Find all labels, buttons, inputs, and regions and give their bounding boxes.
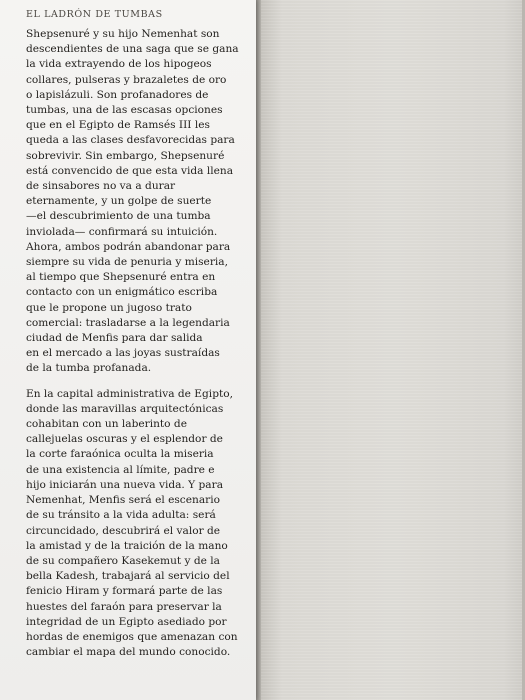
- book-pages: [261, 0, 525, 700]
- synopsis-paragraph-1: Shepsenuré y su hijo Nemenhat son descendientes de una saga que se gana la vida extrayendo de los hipogeos collares, pulseras y brazaletes de oro o lapislázuli. Son profanadores de tumbas, una de las escasas opciones que en el Egipto de Ramsés III les queda a las clases desfavorecidas para sobrevivir. Sin embargo, Shepsenuré está convencido de que esta vida llena de sinsabores no va a durar eternamente, y un golpe de suerte —el descubrimiento de una tumba inviolada— confirmará su intuición. Ahora, ambos podrán abandonar para siempre su vida de penuria y miseria, al tiempo que Shepsenuré entra en contacto con un enigmático escriba que le propone un jugoso trato comercial: trasladarse a la legendaria ciudad de Menfis para dar salida en el mercado a las joyas sustraídas de la tumba profanada.: [26, 28, 239, 375]
- dust-jacket-flap: [0, 0, 256, 700]
- book-title: EL LADRÓN DE TUMBAS: [26, 9, 163, 20]
- synopsis-paragraph-2: En la capital administrativa de Egipto, donde las maravillas arquitectónicas cohabitan con un laberinto de callejuelas oscuras y el esplendor de la corte faraónica oculta la miseria de una existencia al límite, padre e hijo iniciarán una nueva vida. Y para Nemenhat, Menfis será el escenario de su tránsito a la vida adulta: será circuncidado, descubrirá el valor de la amistad y de la traición de la mano de su compañero Kasekemut y de la bella Kadesh, trabajará al servicio del fenicio Hiram y formará parte de las huestes del faraón para preservar la integridad de un Egipto asediado por hordas de enemigos que amenazan con cambiar el mapa del mundo conocido.: [26, 387, 238, 659]
- flap-fold-shadow: [256, 0, 261, 700]
